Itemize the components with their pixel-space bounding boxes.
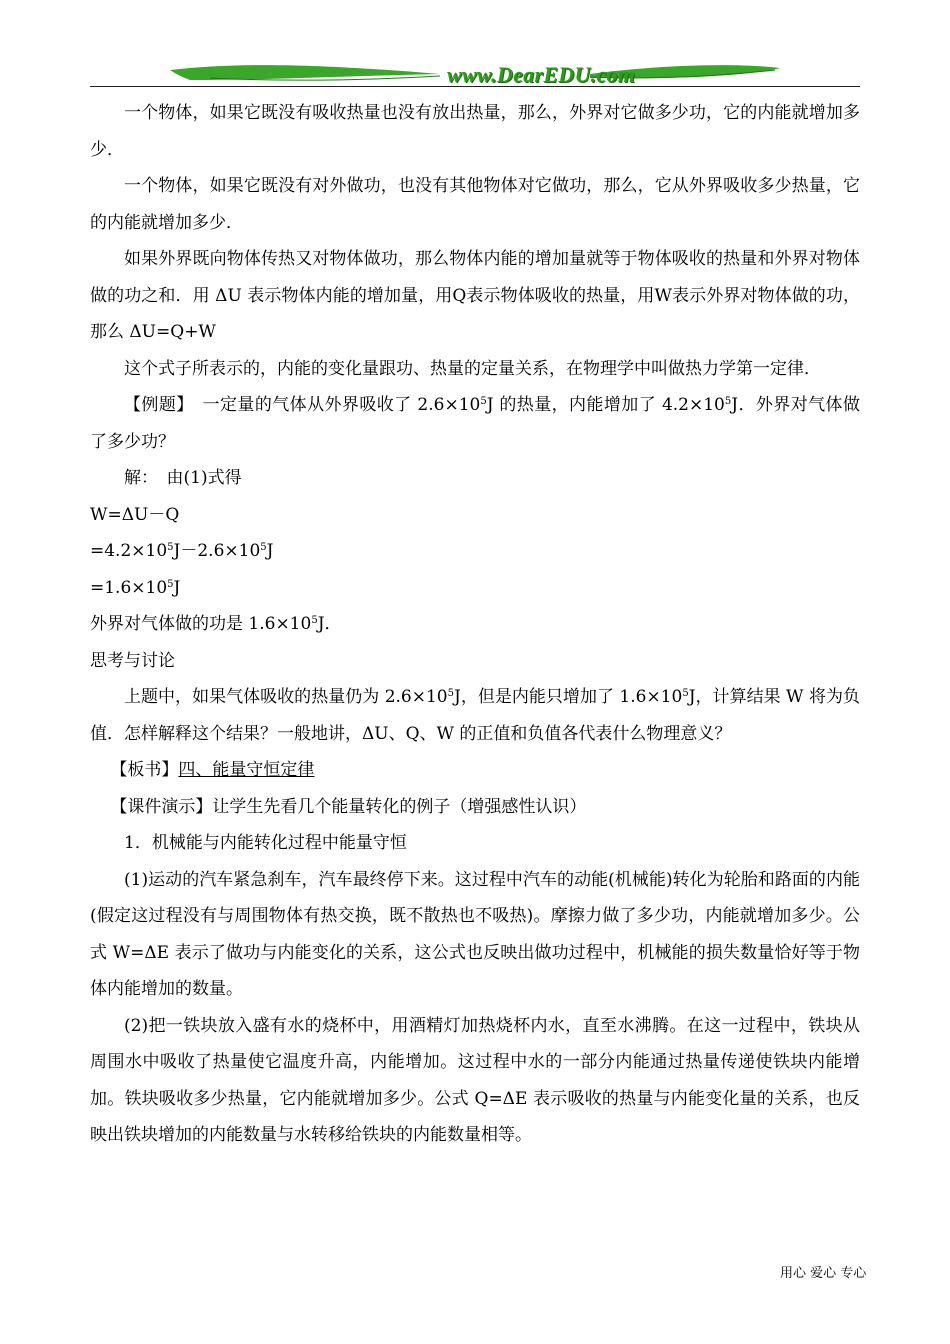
paragraph: 一个物体，如果它既没有吸收热量也没有放出热量，那么，外界对它做多少功，它的内能就增加多少． bbox=[90, 103, 860, 160]
discussion-title: 思考与讨论 bbox=[90, 650, 175, 671]
discussion-text: 上题中，如果气体吸收的热量仍为 $2.6\times 10^5J$，但是内能只增加了 $1.6\times 10^5J$，计算结果 W 将为负值．怎样解释这个结果？一般地讲，ΔU、Q、W 的正值和负值各代表什么物理意义？ bbox=[90, 687, 860, 744]
section-heading: 1．机械能与内能转化过程中能量守恒 bbox=[124, 833, 407, 853]
equation-line: $=4.2\times 10^5J-2.6\times 10^5J$ bbox=[90, 541, 274, 561]
paragraph: 如果外界既向物体传热又对物体做功，那么物体内能的增加量就等于物体吸收的热量和外界对物体做的功之和．用 ΔU 表示物体内能的增加量，用Q表示物体吸收的热量，用W表示外界对物体做的功，那么 ΔU=Q+W bbox=[90, 249, 860, 342]
courseware-note: 【课件演示】让学生先看几个能量转化的例子（增强感性认识） bbox=[110, 796, 587, 817]
paragraph: 这个式子所表示的，内能的变化量跟功、热量的定量关系，在物理学中叫做热力学第一定律． bbox=[124, 358, 821, 379]
paragraph: 一个物体，如果它既没有对外做功，也没有其他物体对它做功，那么，它从外界吸收多少热量，它的内能就增加多少． bbox=[90, 176, 860, 233]
equation-line: $=1.6\times 10^5J$ bbox=[90, 577, 181, 598]
example-answer: 外界对气体做的功是 $1.6\times 10^5J$． bbox=[90, 614, 342, 634]
example-question: 【例题】 一定量的气体从外界吸收了 $2.6\times 10^5J$ 的热量，内能增加了 $4.2\times 10^5J$．外界对气体做了多少功？ bbox=[90, 395, 860, 452]
site-logo-text: www.DearEDU.com bbox=[447, 62, 636, 87]
equation-line: W=ΔU－Q bbox=[90, 504, 180, 525]
paragraph: (2)把一铁块放入盛有水的烧杯中，用酒精灯加热烧杯内水，直至水沸腾。在这一过程中，铁块从周围水中吸收了热量使它温度升高，内能增加。这过程中水的一部分内能通过热量传递使铁块内能增加。铁块吸收多少热量，它内能就增加多少。公式 Q=ΔE 表示吸收的热量与内能变化量的关系，也反映出铁块增加的内能数量与水转移给铁块的内能数量相等。 bbox=[90, 1015, 860, 1145]
page-footer: 用心 爱心 专心 bbox=[780, 1266, 867, 1281]
document-body bbox=[90, 95, 860, 1154]
example-label: 【例题】 bbox=[124, 395, 186, 415]
board-heading: 【板书】四、能量守恒定律 bbox=[110, 760, 315, 780]
board-title: 四、能量守恒定律 bbox=[178, 760, 315, 780]
header-rule bbox=[90, 86, 860, 87]
solution-intro: 解： 由(1)式得 bbox=[124, 468, 242, 488]
paragraph: (1)运动的汽车紧急刹车，汽车最终停下来。这过程中汽车的动能(机械能)转化为轮胎和路面的内能(假定这过程没有与周围物体有热交换，既不散热也不吸热)。摩擦力做了多少功，内能就增加多少。公式 W=ΔE 表示了做功与内能变化的关系，这公式也反映出做功过程中，机械能的损失数量恰好等于物体内能增加的数量。 bbox=[90, 869, 860, 999]
